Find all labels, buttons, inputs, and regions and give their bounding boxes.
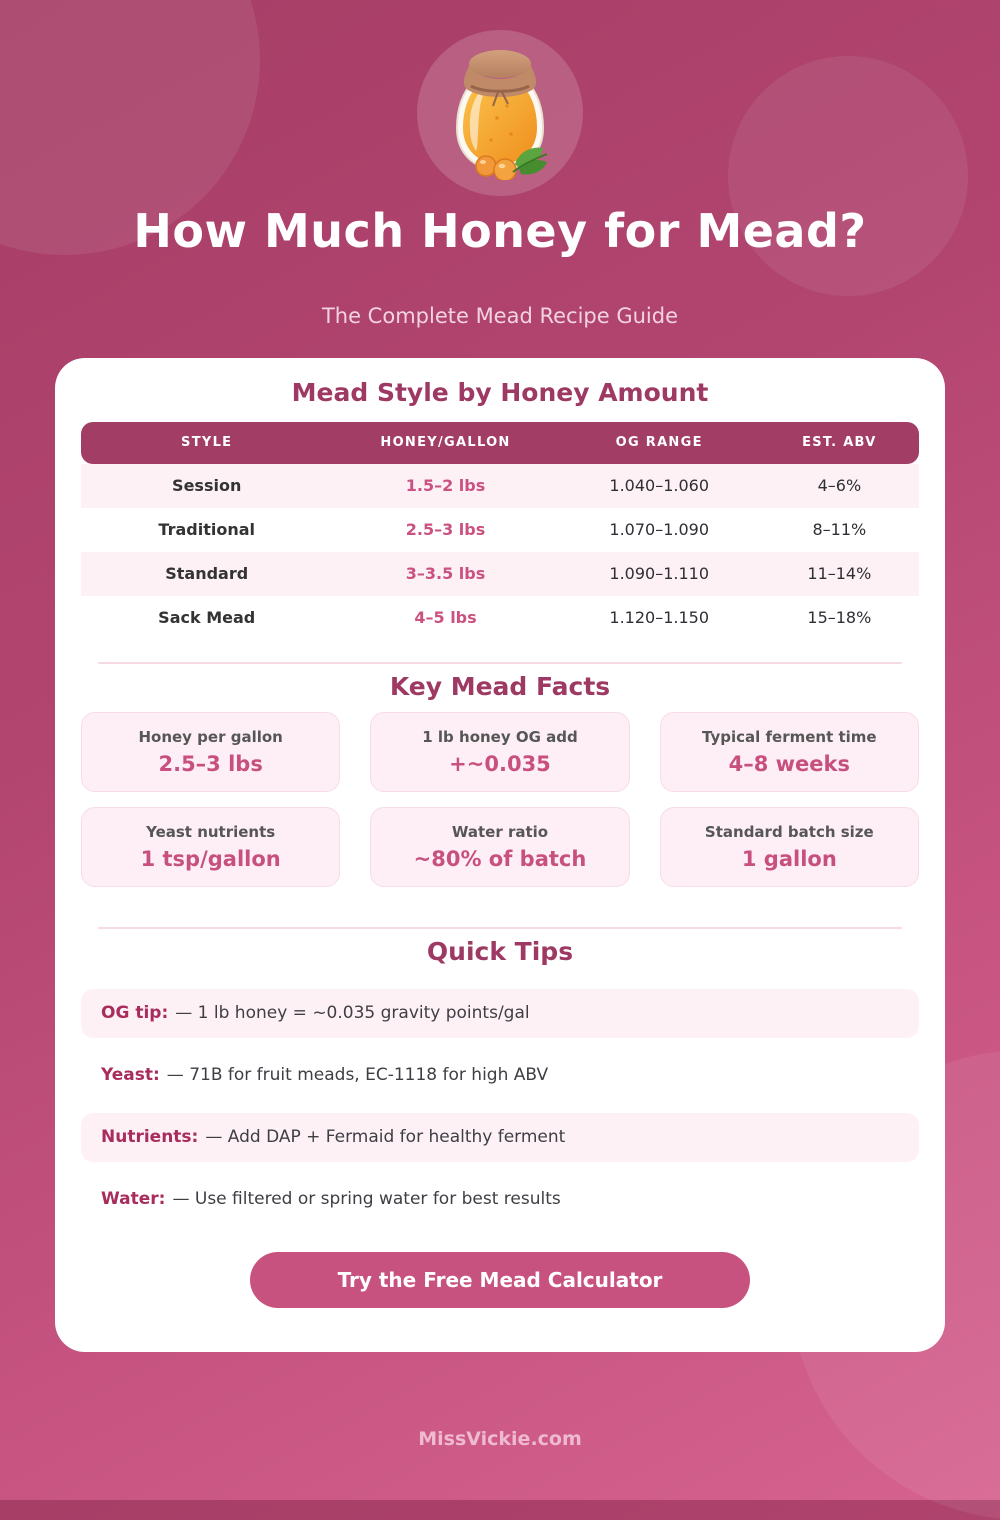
table-cell-abv: 8–11%: [812, 520, 867, 540]
tips-list: [81, 989, 919, 1224]
table-section-title: Mead Style by Honey Amount: [291, 377, 709, 407]
content-card: [55, 358, 945, 1352]
table-cell-og: 1.120–1.150: [609, 608, 709, 628]
table-column-header: HONEY/GALLON: [380, 435, 511, 451]
fact-label: Honey per gallon: [138, 727, 283, 746]
table-cell-abv: 11–14%: [807, 564, 872, 584]
tip-text: — 71B for fruit meads, EC-1118 for high ABV: [166, 1065, 549, 1086]
tip-label: Nutrients:: [101, 1127, 199, 1148]
table-cell-og: 1.070–1.090: [609, 520, 709, 540]
table-column-header: STYLE: [181, 435, 233, 451]
fact-card: [370, 807, 629, 887]
fact-value: 4–8 weeks: [728, 751, 851, 776]
fact-value: 2.5–3 lbs: [158, 751, 263, 776]
table-cell-abv: 15–18%: [807, 608, 872, 628]
table-header-row: [81, 422, 919, 464]
fact-value: 1 tsp/gallon: [140, 846, 281, 871]
tip-text: — Use filtered or spring water for best results: [172, 1189, 561, 1210]
tip-label: Water:: [101, 1189, 166, 1210]
hero-header: [0, 0, 1000, 328]
table-row: [81, 464, 919, 508]
table-cell-honey: 3–3.5 lbs: [405, 564, 486, 584]
table-row: [81, 596, 919, 640]
table-cell-honey: 2.5–3 lbs: [405, 520, 486, 540]
table-cell-abv: 4–6%: [817, 476, 862, 496]
tip-label: OG tip:: [101, 1003, 169, 1024]
facts-section-title: Key Mead Facts: [389, 671, 611, 701]
page-subtitle: The Complete Mead Recipe Guide: [321, 303, 679, 328]
tip-text: — 1 lb honey = ~0.035 gravity points/gal: [175, 1003, 530, 1024]
fact-label: 1 lb honey OG add: [422, 727, 578, 746]
fact-label: Typical ferment time: [702, 727, 877, 746]
page-title: How Much Honey for Mead?: [133, 204, 867, 258]
hero-icon-circle: [417, 30, 583, 196]
fact-label: Standard batch size: [704, 822, 874, 841]
fact-value: +~0.035: [449, 751, 551, 776]
table-column-header: EST. ABV: [802, 435, 877, 451]
mead-calculator-cta-button[interactable]: Try the Free Mead Calculator: [250, 1252, 750, 1308]
fact-label: Water ratio: [451, 822, 549, 841]
table-column-header: OG RANGE: [615, 435, 703, 451]
site-footer: MissVickie.com: [418, 1427, 582, 1450]
fact-card: [81, 712, 340, 792]
table-cell-style: Traditional: [158, 520, 255, 540]
fact-value: ~80% of batch: [413, 846, 587, 871]
fact-card: [370, 712, 629, 792]
table-cell-style: Session: [172, 476, 242, 496]
tip-row: [81, 1175, 919, 1224]
section-divider: [98, 927, 902, 929]
fact-card: [81, 807, 340, 887]
honey-jar-icon: [445, 46, 555, 180]
section-divider: [98, 662, 902, 664]
mead-table-body: [81, 464, 919, 640]
table-row: [81, 508, 919, 552]
tip-row: [81, 1113, 919, 1162]
fact-card: [660, 807, 919, 887]
tip-row: [81, 989, 919, 1038]
fact-value: 1 gallon: [741, 846, 837, 871]
table-cell-style: Sack Mead: [158, 608, 256, 628]
table-cell-honey: 4–5 lbs: [414, 608, 477, 628]
tips-section-title: Quick Tips: [426, 936, 574, 966]
table-cell-og: 1.090–1.110: [609, 564, 709, 584]
tip-text: — Add DAP + Fermaid for healthy ferment: [205, 1127, 566, 1148]
table-cell-og: 1.040–1.060: [609, 476, 709, 496]
tip-row: [81, 1051, 919, 1100]
tip-label: Yeast:: [101, 1065, 160, 1086]
fact-card: [660, 712, 919, 792]
facts-grid: [81, 712, 919, 887]
table-cell-honey: 1.5–2 lbs: [405, 476, 486, 496]
table-row: [81, 552, 919, 596]
fact-label: Yeast nutrients: [146, 822, 276, 841]
table-cell-style: Standard: [165, 564, 249, 584]
